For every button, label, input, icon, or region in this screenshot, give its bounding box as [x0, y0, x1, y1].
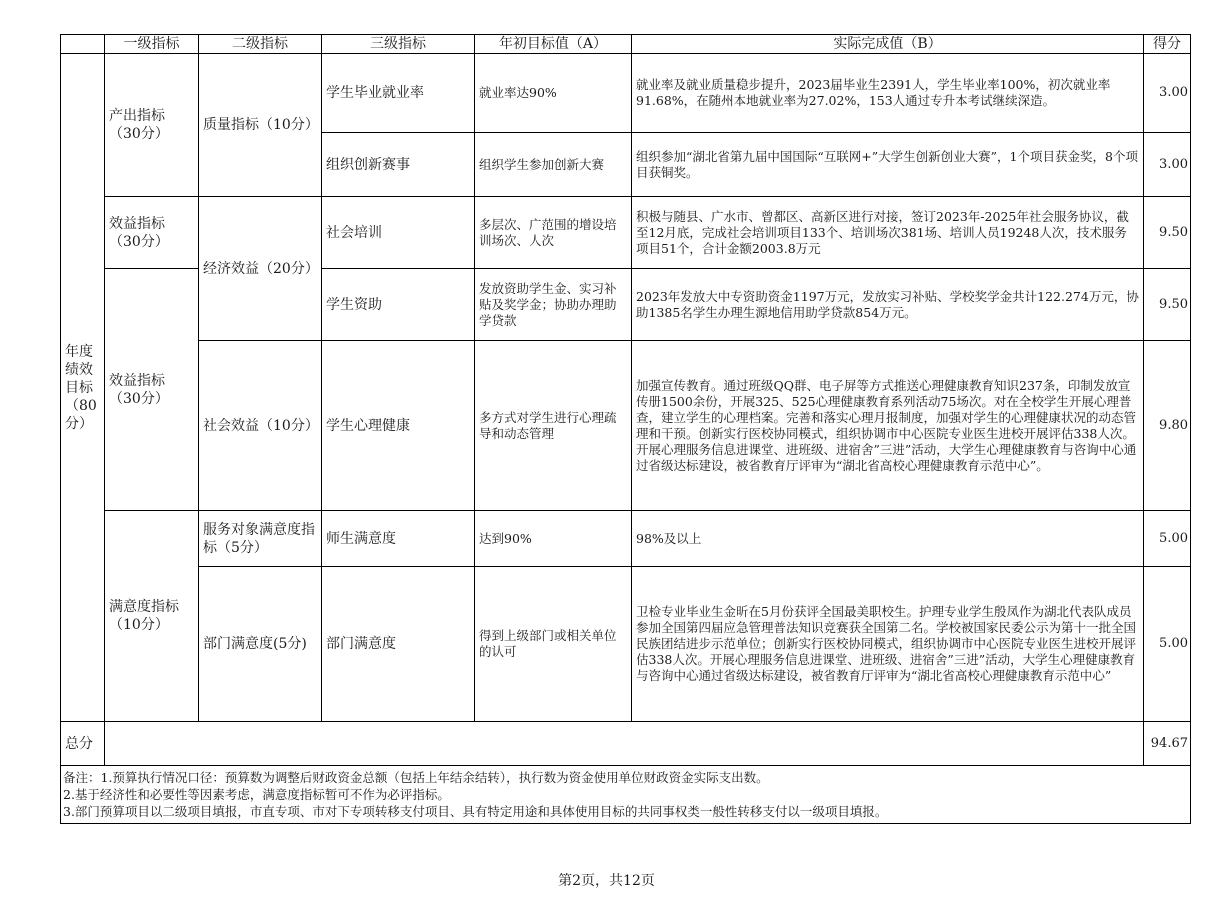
header-level1: 一级指标 — [105, 35, 199, 54]
actual-cell: 98%及以上 — [632, 511, 1144, 567]
score-cell: 9.50 — [1144, 269, 1191, 341]
target-cell: 就业率达90% — [475, 54, 632, 133]
page-number: 第2页，共12页 — [558, 873, 655, 889]
actual-cell: 加强宣传教育。通过班级QQ群、电子屏等方式推送心理健康教育知识237条，印制发放宣传册1500余份，开展325、525心理健康教育系列活动75场次。对在全校学生开展心理普查，建立学生的心理档案。完善和落实心理月报制度，加强对学生的心理健康状况的动态管理和干预。创新实行医校协同模式，组织协调市中心医院专业医生进校开展评估338人次。开展心理服务信息进课堂、进班级、进宿舍”三进”活动，大学生心理健康教育与咨询中心通过省级达标建设，被省教育厅评审为“湖北省高校心理健康教育示范中心”。 — [632, 341, 1144, 511]
level2-quality: 质量指标（10分） — [199, 54, 322, 197]
level3-cell: 社会培训 — [322, 197, 475, 269]
level1-satisfaction: 满意度指标（10分） — [105, 511, 199, 722]
score-cell: 5.00 — [1144, 567, 1191, 722]
target-cell: 多方式对学生进行心理疏导和动态管理 — [475, 341, 632, 511]
group-label: 年度绩效目标（80分） — [61, 54, 105, 722]
header-blank — [61, 35, 105, 54]
table-row — [61, 567, 1191, 722]
actual-cell: 积极与随县、广水市、曾都区、高新区进行对接，签订2023年-2025年社会服务协议，截至12月底，完成社会培训项目133个、培训场次381场、培训人员19248人次，技术服务项目51个，合计金额2003.8万元 — [632, 197, 1144, 269]
score-cell: 9.80 — [1144, 341, 1191, 511]
note-line-2: 2.基于经济性和必要性等因素考虑，满意度指标暂可不作为必评指标。 — [63, 787, 450, 802]
header-level3: 三级指标 — [322, 35, 475, 54]
actual-cell: 2023年发放大中专资助资金1197万元，发放实习补贴、学校奖学金共计122.274万元，协助1385名学生办理生源地信用助学贷款854万元。 — [632, 269, 1144, 341]
level3-cell: 学生资助 — [322, 269, 475, 341]
level1-benefit-a: 效益指标（30分） — [105, 197, 199, 269]
level1-output: 产出指标（30分） — [105, 54, 199, 197]
actual-cell: 卫检专业毕业生金昕在5月份获评全国最美职校生。护理专业学生殷凤作为湖北代表队成员参加全国第四届应急管理普法知识竞赛获全国第二名。学校被国家民委公示为第十一批全国民族团结进步示范单位；创新实行医校协同模式，组织协调市中心医院专业医生进校开展评估338人次。开展心理服务信息进课堂、进班级、进宿舍”三进”活动，大学生心理健康教育与咨询中心通过省级达标建设，被省教育厅评审为“湖北省高校心理健康教育示范中心” — [632, 567, 1144, 722]
total-value: 94.67 — [1144, 722, 1191, 766]
performance-table — [60, 34, 1191, 824]
target-cell: 达到90% — [475, 511, 632, 567]
note-line-1: 备注：1.预算执行情况口径：预算数为调整后财政资金总额（包括上年结余结转），执行数为资金使用单位财政资金实际支出数。 — [63, 770, 769, 785]
target-cell: 组织学生参加创新大赛 — [475, 133, 632, 197]
target-cell: 发放资助学生金、实习补贴及奖学金；协助办理助学贷款 — [475, 269, 632, 341]
table-row — [61, 341, 1191, 511]
target-cell: 得到上级部门或相关单位的认可 — [475, 567, 632, 722]
note-line-3: 3.部门预算项目以二级项目填报，市直专项、市对下专项转移支付项目、具有特定用途和具体使用目标的共同事权类一般性转移支付以一级项目填报。 — [63, 804, 888, 819]
level3-cell: 组织创新赛事 — [322, 133, 475, 197]
score-cell: 9.50 — [1144, 197, 1191, 269]
level1-benefit-b: 效益指标（30分） — [105, 269, 199, 511]
level2-service-sat: 服务对象满意度指标（5分） — [199, 511, 322, 567]
table-row — [61, 54, 1191, 133]
actual-cell: 就业率及就业质量稳步提升，2023届毕业生2391人，学生毕业率100%，初次就业率91.68%，在随州本地就业率为27.02%，153人通过专升本考试继续深造。 — [632, 54, 1144, 133]
level3-cell: 学生心理健康 — [322, 341, 475, 511]
notes-cell — [61, 766, 1191, 824]
level3-cell: 师生满意度 — [322, 511, 475, 567]
score-cell: 3.00 — [1144, 133, 1191, 197]
level3-cell: 部门满意度 — [322, 567, 475, 722]
header-level2: 二级指标 — [199, 35, 322, 54]
table-row — [61, 511, 1191, 567]
level2-economic: 经济效益（20分） — [199, 197, 322, 341]
target-cell: 多层次、广范围的增设培训场次、人次 — [475, 197, 632, 269]
level3-cell: 学生毕业就业率 — [322, 54, 475, 133]
header-actual: 实际完成值（B） — [632, 35, 1144, 54]
total-blank — [105, 722, 1144, 766]
notes-row — [61, 766, 1191, 824]
score-cell: 3.00 — [1144, 54, 1191, 133]
table-row — [61, 197, 1191, 269]
level2-dept-sat: 部门满意度(5分) — [199, 567, 322, 722]
total-row — [61, 722, 1191, 766]
total-label: 总分 — [61, 722, 105, 766]
header-target: 年初目标值（A） — [475, 35, 632, 54]
header-score: 得分 — [1144, 35, 1191, 54]
header-row — [61, 35, 1191, 54]
score-cell: 5.00 — [1144, 511, 1191, 567]
actual-cell: 组织参加“湖北省第九届中国国际“互联网+”大学生创新创业大赛”，1个项目获金奖，8个项目获铜奖。 — [632, 133, 1144, 197]
level2-social: 社会效益（10分） — [199, 341, 322, 511]
